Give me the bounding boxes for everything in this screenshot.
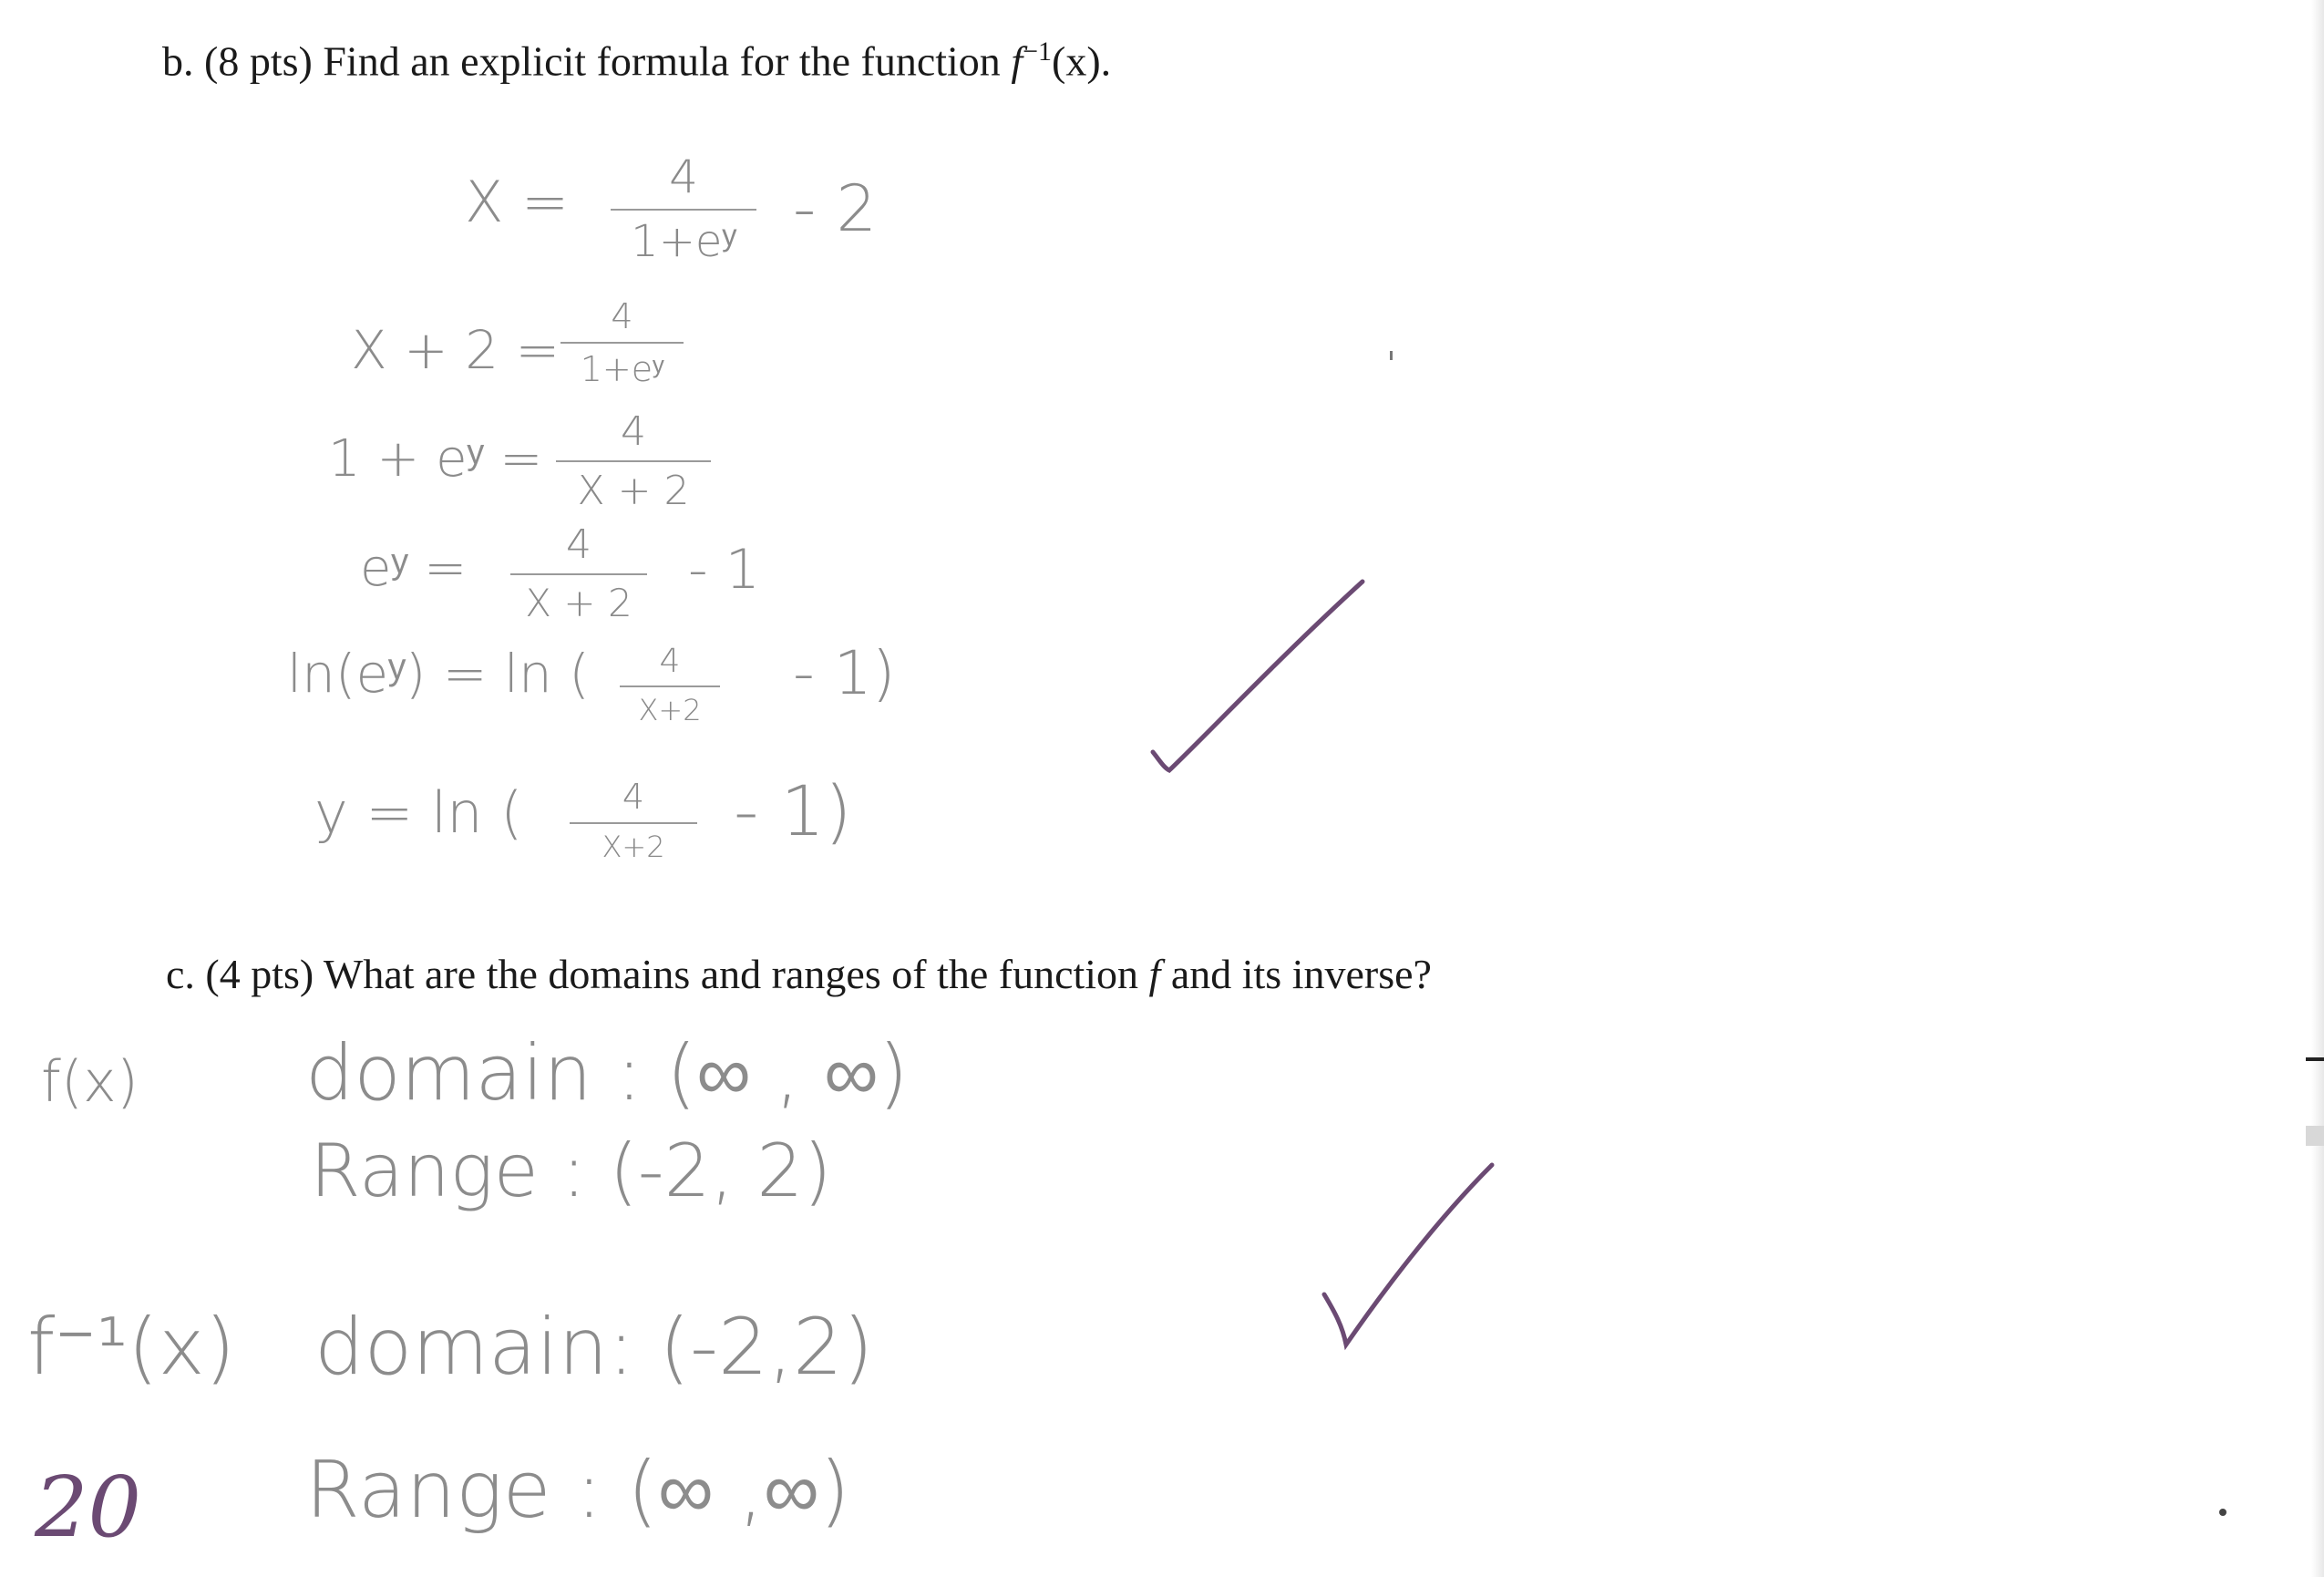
work-b-line6-num: 4	[622, 777, 645, 817]
work-b-line6-rhs: - 1)	[734, 770, 852, 851]
stray-mark	[1390, 351, 1393, 360]
question-c-prompt-1: What are the domains and ranges of the function	[323, 951, 1139, 997]
question-c-label: c.	[166, 951, 195, 997]
question-c-header	[166, 950, 1432, 998]
work-b-line6-den: X+2	[602, 830, 665, 864]
work-c-finv-range: Range : (∞ ,∞)	[305, 1445, 850, 1536]
work-b-line6-frac	[570, 777, 697, 864]
work-b-line5-lhs: ln(eʸ) = ln (	[287, 643, 590, 705]
work-b-line3-num: 4	[621, 408, 646, 455]
work-c-finv-label: f⁻¹(x)	[27, 1302, 236, 1393]
work-b-line1-num: 4	[669, 150, 698, 203]
work-b-line5-frac	[620, 643, 720, 727]
fraction-bar	[556, 460, 711, 462]
work-c-f-range: Range : (-2, 2)	[310, 1129, 832, 1213]
work-b-line3-lhs: 1 + eʸ =	[328, 429, 543, 489]
question-b-header	[162, 36, 1111, 85]
stray-mark	[2219, 1509, 2226, 1516]
work-b-line1-den: 1+eʸ	[631, 216, 736, 267]
work-b-line6-lhs: y = ln (	[314, 779, 523, 846]
work-b-line4-lhs: eʸ =	[360, 539, 468, 598]
work-b-line5-rhs: - 1)	[793, 638, 896, 708]
work-b-line4-num: 4	[566, 521, 591, 568]
checkmark-icon	[1144, 574, 1372, 784]
work-b-line1-frac	[611, 150, 756, 267]
fraction-bar	[611, 209, 756, 211]
page-edge-mark	[2306, 1057, 2324, 1061]
work-b-line1-rhs: - 2	[793, 171, 878, 246]
work-c-f-label: f(x)	[41, 1048, 139, 1115]
fraction-bar	[570, 822, 697, 824]
question-b-label: b.	[162, 37, 194, 85]
question-c-func: f	[1148, 951, 1161, 997]
page-edge	[2311, 0, 2324, 1577]
question-c-points: (4 pts)	[205, 951, 314, 997]
question-b-func-sup: −1	[1023, 36, 1053, 67]
question-b-func: f	[1011, 37, 1023, 85]
question-b-prompt: Find an explicit formula for the function	[323, 37, 1001, 85]
work-c-f-domain: domain : (∞ , ∞)	[305, 1028, 909, 1118]
work-b-line1-lhs: X =	[465, 169, 570, 235]
work-c-finv-domain: domain: (-2,2)	[314, 1302, 874, 1393]
work-b-line4-rhs: - 1	[688, 538, 760, 602]
fraction-bar	[510, 573, 647, 575]
work-b-line3-den: X + 2	[577, 468, 690, 514]
fraction-bar	[620, 685, 720, 687]
work-b-line4-den: X + 2	[525, 581, 632, 625]
work-b-line3-frac	[556, 408, 711, 514]
question-b-func-arg: (x).	[1052, 37, 1112, 85]
question-b-points: (8 pts)	[204, 37, 313, 85]
work-b-line2-den: 1+eʸ	[580, 349, 664, 389]
checkmark-icon	[1317, 1158, 1499, 1354]
work-b-line2-lhs: X + 2 =	[351, 319, 560, 381]
work-b-line2-num: 4	[611, 296, 633, 336]
score-mark: 20	[35, 1458, 142, 1556]
question-c-prompt-2: and its inverse?	[1170, 951, 1432, 997]
work-b-line5-den: X+2	[638, 693, 702, 727]
page-edge-mark	[2306, 1126, 2324, 1146]
work-b-line4-frac	[510, 521, 647, 625]
work-b-line5-num: 4	[659, 643, 681, 680]
work-b-line2-frac	[560, 296, 684, 390]
fraction-bar	[560, 342, 684, 344]
